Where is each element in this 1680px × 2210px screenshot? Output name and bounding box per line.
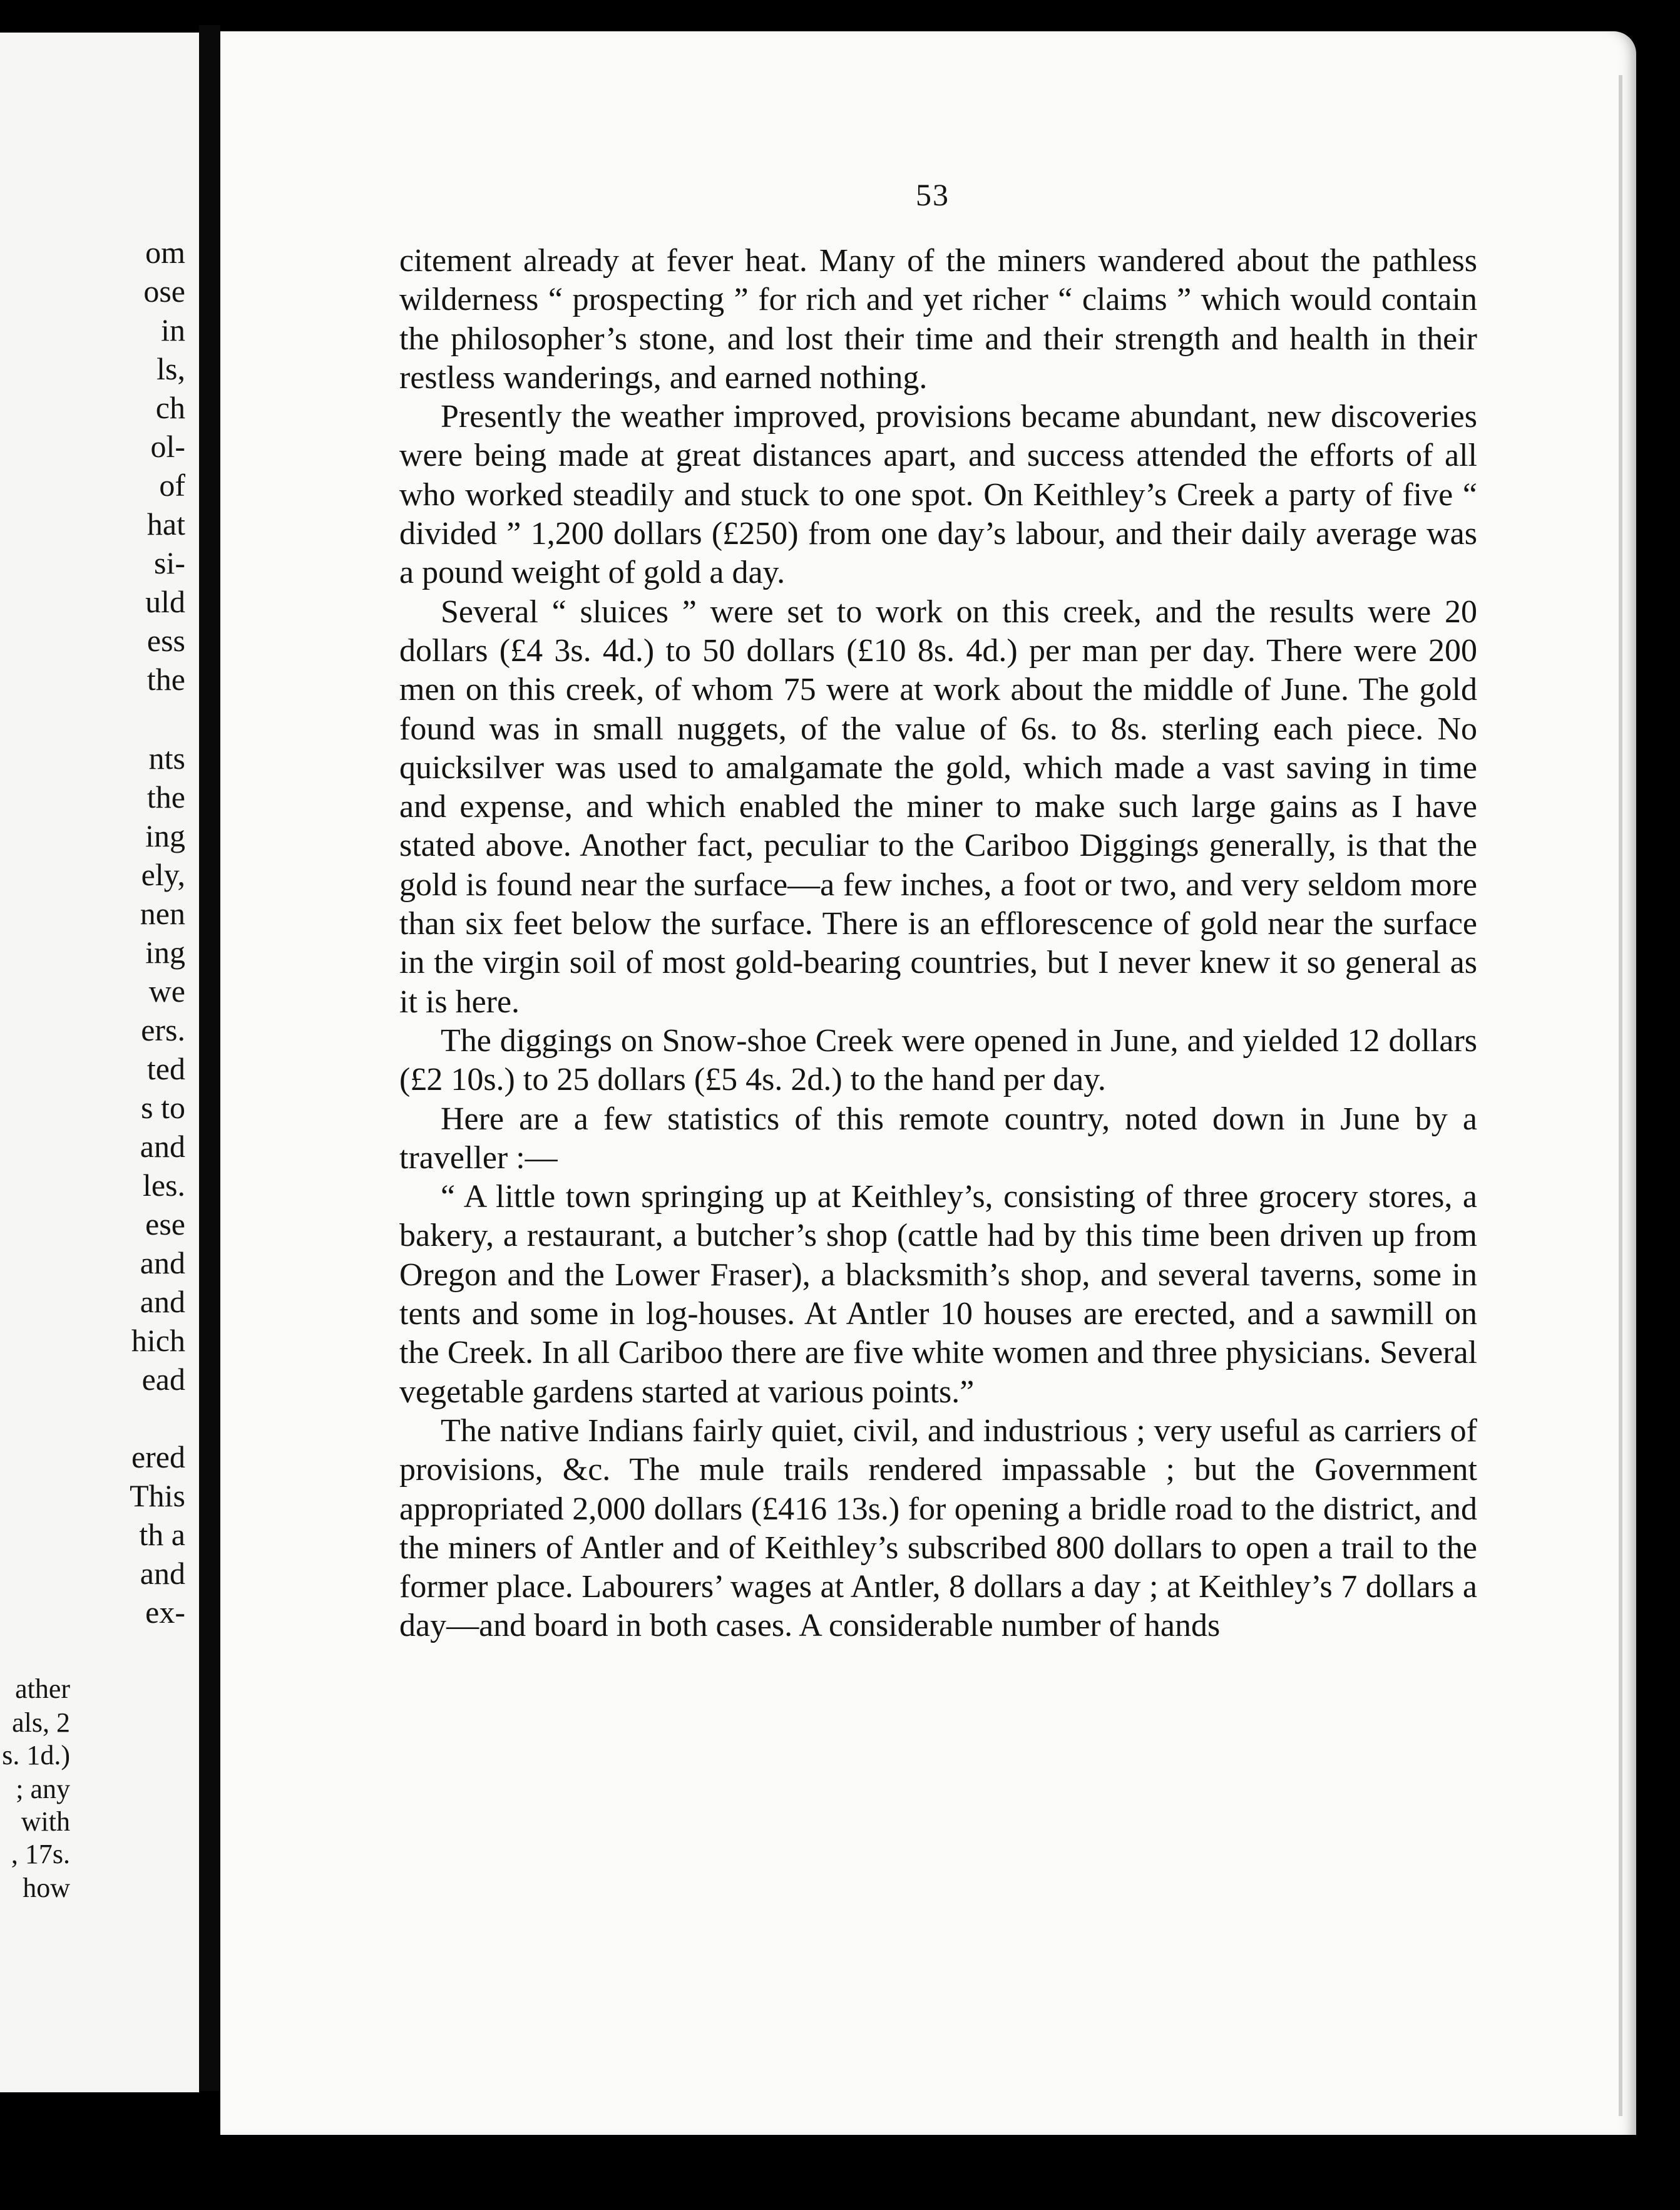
left-page-fragment: ered (131, 1439, 185, 1474)
left-page-fragment: and (140, 1129, 185, 1164)
left-page-fragment: ely, (141, 857, 185, 892)
paragraph: Here are a few statistics of this remote country, noted down in June by a traveller :— (399, 1101, 1477, 1176)
left-page-fragment: we (148, 974, 185, 1009)
left-page-fragment: s to (141, 1090, 185, 1125)
left-page-fragment: s. 1d.) (2, 1740, 70, 1771)
left-page-fragment: ers. (141, 1012, 185, 1047)
left-page-fragment: in (161, 312, 185, 347)
book-gutter (199, 25, 220, 2091)
left-page-fragment: ex- (145, 1595, 185, 1630)
left-page-fragment: ess (146, 623, 185, 658)
left-page-fragment: with (21, 1806, 70, 1837)
left-page-fragment: uld (145, 584, 185, 619)
left-page-fragment: th a (139, 1517, 185, 1552)
paragraph: Several “ sluices ” were set to work on this creek, and the results were 20 dollars (£4 3s. 4d.) to 50 dollars (£10 8s. 4d.) per man per day. There were 200 men on this creek, of whom 75 were at work about the middle of June. The gold found was in small nuggets, of the value of 6s. to 8s. sterling each piece. No quicksilver was used to amalgamate the gold, which made a vast saving in time and expense, and which enabled the miner to make such large gains as I have stated above. Another fact, peculiar to the Cariboo Diggings generally, is that the gold is found near the surface—a few inches, a foot or two, and very seldom more than six feet below the surface. There is an efflorescence of gold near the surface in the virgin soil of most gold-bearing countries, but I never knew it so general as it is here. (399, 594, 1477, 1020)
left-page-fragment: als, 2 (12, 1707, 70, 1738)
left-page-fragment: ese (145, 1206, 185, 1241)
paragraph: The native Indians fairly quiet, civil, and industrious ; very useful as carriers of provisions, &c. The mule trails rendered impassable ; but the Government appropriated 2,000 dollars (£416 13s.) for opening a bridle road to the district, and the miners of Antler and of Keithley’s subscribed 800 dollars to open a trail to the former place. Labourers’ wages at Antler, 8 dollars a day ; at Keithley’s 7 dollars a day—and board in both cases. A considerable number of hands (399, 1412, 1477, 1644)
left-page-fragment: les. (142, 1168, 185, 1203)
left-page-fragment: hich (131, 1323, 185, 1358)
left-page-fragment: ; any (16, 1774, 70, 1804)
left-page-fragment: This (130, 1478, 185, 1513)
left-page-fragment: ing (145, 935, 185, 970)
left-page-fragment: ose (143, 274, 185, 309)
left-page-fragment: of (159, 468, 185, 503)
left-page-fragment: and (140, 1284, 185, 1319)
paragraph: citement already at fever heat. Many of the miners wandered about the pathless wilderness “ prospecting ” for rich and yet richer “ claims ” which would contain the philosopher’s stone, and lost their time and their strength and health in their restless wanderings, and earned nothing. (399, 243, 1477, 396)
left-page-fragment: ead (141, 1362, 185, 1397)
left-page-fragment: how (23, 1873, 70, 1903)
left-page-edge (0, 33, 199, 2092)
left-page-fragment: ted (146, 1051, 185, 1086)
page-edge (1619, 75, 1622, 2116)
left-page-fragment: ather (15, 1673, 70, 1704)
left-page-fragment: and (140, 1245, 185, 1280)
left-page-fragment: ol- (150, 429, 185, 464)
paragraph: The diggings on Snow-shoe Creek were opened in June, and yielded 12 dollars (£2 10s.) to 25 dollars (£5 4s. 2d.) to the hand per day. (399, 1022, 1477, 1098)
left-page-fragment: om (145, 235, 185, 270)
left-page-fragment: hat (146, 506, 185, 542)
paragraph: “ A little town springing up at Keithley’s, consisting of three grocery stores, a bakery, a restaurant, a butcher’s shop (cattle had by this time been driven up from Oregon and the Lower Fraser), a blacksmith’s shop, and several taverns, some in tents and some in log-houses. At Antler 10 houses are erected, and a sawmill on the Creek. In all Cariboo there are five white women and three physicians. Several vegetable gardens started at various points.” (399, 1179, 1477, 1410)
left-page-fragment: si- (154, 545, 185, 580)
left-page-fragment: ing (145, 818, 185, 853)
page-number: 53 (916, 177, 950, 212)
left-page-fragment: nen (140, 896, 185, 931)
left-page-fragment: the (146, 662, 185, 697)
body-text (399, 242, 1477, 1646)
left-page-fragment: ch (155, 390, 185, 425)
left-page-fragment: , 17s. (11, 1839, 70, 1869)
left-page-fragment: the (146, 779, 185, 815)
left-page-fragment: and (140, 1556, 185, 1591)
left-page-fragment: nts (148, 741, 185, 776)
paragraph: Presently the weather improved, provisions became abundant, new discoveries were being made at great distances apart, and success attended the efforts of all who worked steadily and stuck to one spot. On Keithley’s Creek a party of five “ divided ” 1,200 dollars (£250) from one day’s labour, and their daily average was a pound weight of gold a day. (399, 399, 1477, 591)
left-page-fragment: ls, (156, 351, 185, 386)
